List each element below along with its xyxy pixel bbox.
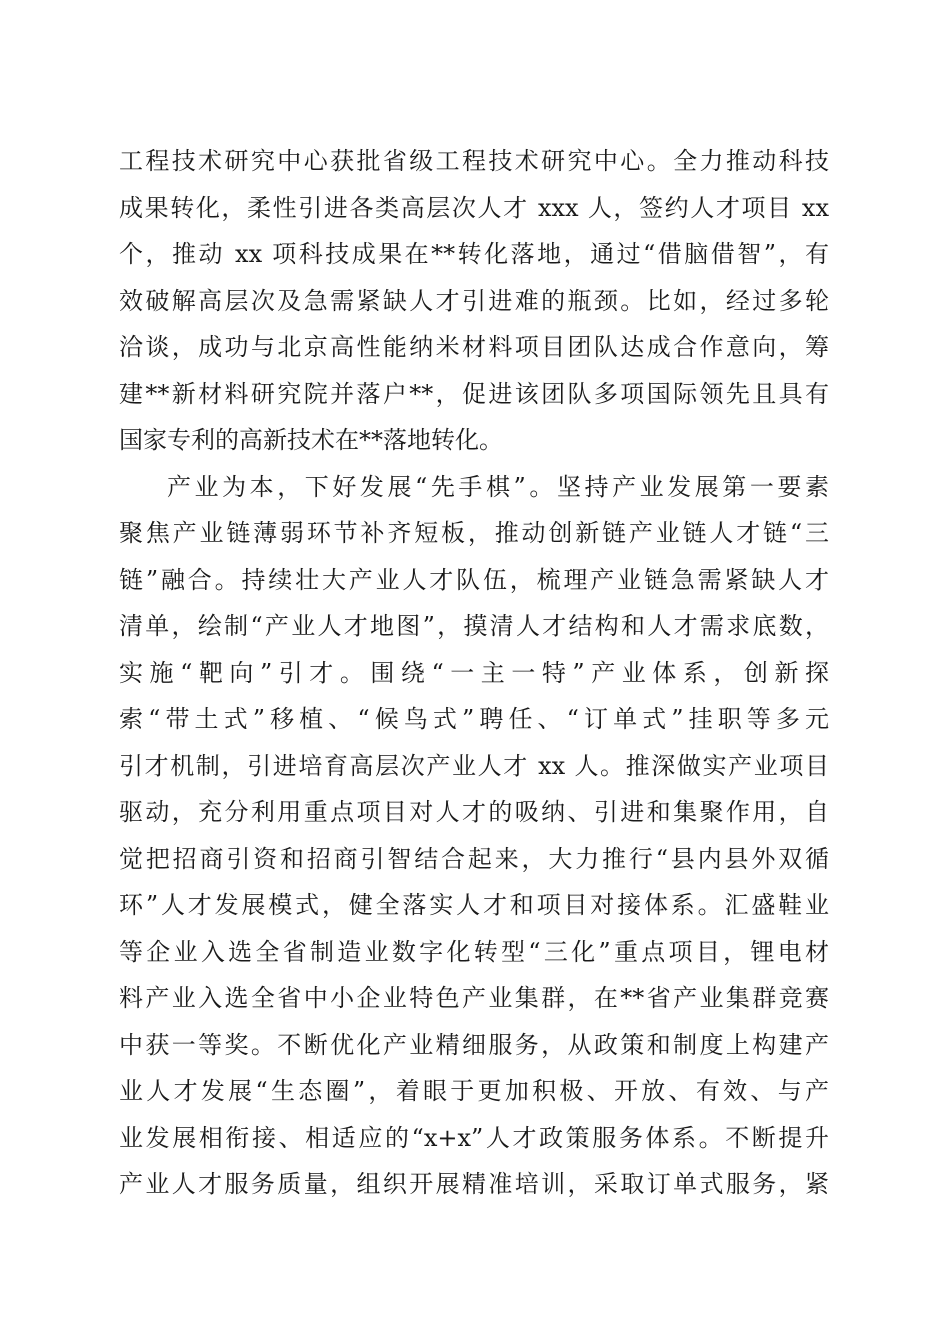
paragraph-line: 觉把招商引资和招商引智结合起来，大力推行“县内县外双循 — [119, 845, 829, 873]
paragraph-line: 引才机制，引进培育高层次产业人才 xx 人。推深做实产业项目 — [119, 752, 829, 780]
paragraph-line: 成果转化，柔性引进各类高层次人才 xxx 人，签约人才项目 xx — [119, 194, 829, 222]
paragraph-line: 环”人才发展模式，健全落实人才和项目对接体系。汇盛鞋业 — [119, 891, 829, 919]
paragraph-line: 料产业入选全省中小企业特色产业集群，在**省产业集群竞赛 — [119, 984, 829, 1012]
paragraph-line: 工程技术研究中心获批省级工程技术研究中心。全力推动科技 — [119, 147, 829, 175]
paragraph-line: 个，推动 xx 项科技成果在**转化落地，通过“借脑借智”，有 — [119, 240, 829, 268]
paragraph-line: 产业为本，下好发展“先手棋”。坚持产业发展第一要素 — [167, 473, 829, 501]
paragraph-line: 驱动，充分利用重点项目对人才的吸纳、引进和集聚作用，自 — [119, 798, 829, 826]
paragraph-line: 业人才发展“生态圈”，着眼于更加积极、开放、有效、与产 — [119, 1077, 829, 1105]
paragraph-line: 中获一等奖。不断优化产业精细服务，从政策和制度上构建产 — [119, 1031, 829, 1059]
paragraph-line: 等企业入选全省制造业数字化转型“三化”重点项目，锂电材 — [119, 938, 829, 966]
paragraph-line: 建**新材料研究院并落户**，促进该团队多项国际领先且具有 — [119, 380, 829, 408]
paragraph-line: 国家专利的高新技术在**落地转化。 — [119, 426, 503, 454]
paragraph-line: 效破解高层次及急需紧缺人才引进难的瓶颈。比如，经过多轮 — [119, 287, 829, 315]
paragraph-line: 实施“靶向”引才。围绕“一主一特”产业体系，创新探 — [119, 659, 829, 687]
paragraph-line: 链”融合。持续壮大产业人才队伍，梳理产业链急需紧缺人才 — [119, 566, 829, 594]
paragraph-line: 业发展相衔接、相适应的“x+x”人才政策服务体系。不断提升 — [119, 1124, 829, 1152]
paragraph-line: 聚焦产业链薄弱环节补齐短板，推动创新链产业链人才链“三 — [119, 519, 829, 547]
paragraph-line: 洽谈，成功与北京高性能纳米材料项目团队达成合作意向，筹 — [119, 333, 829, 361]
paragraph-line: 索“带土式”移植、“候鸟式”聘任、“订单式”挂职等多元 — [119, 705, 829, 733]
paragraph-line: 产业人才服务质量，组织开展精准培训，采取订单式服务，紧 — [119, 1170, 829, 1198]
paragraph-line: 清单，绘制“产业人才地图”，摸清人才结构和人才需求底数， — [119, 612, 829, 640]
